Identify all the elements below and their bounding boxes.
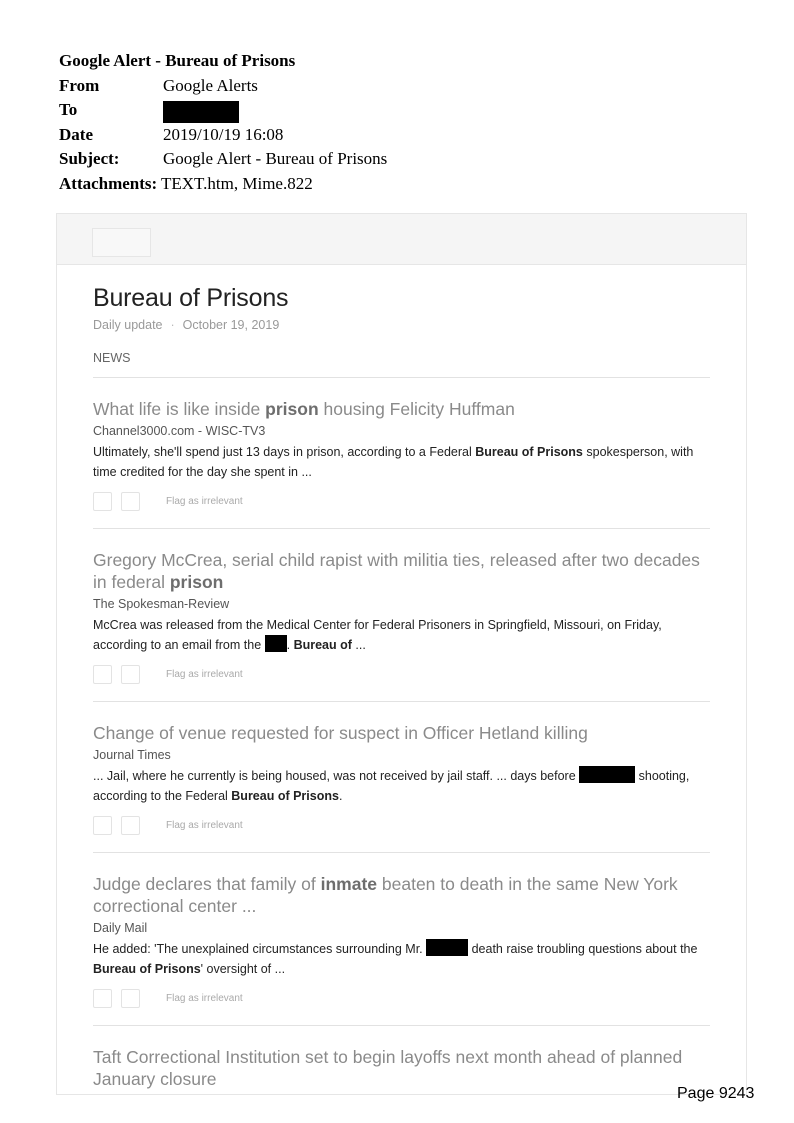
flag-irrelevant-link[interactable]: Flag as irrelevant (166, 992, 243, 1004)
flag-irrelevant-link[interactable]: Flag as irrelevant (166, 495, 243, 507)
redacted-text (426, 939, 468, 956)
news-item-actions (93, 815, 710, 852)
redacted-recipient (163, 101, 239, 123)
alert-frequency: Daily update (93, 318, 163, 332)
subject-value: Google Alert - Bureau of Prisons (163, 149, 388, 169)
share-facebook-icon[interactable] (93, 816, 112, 835)
news-item-title[interactable]: What life is like inside prison housing Felicity Huffman (93, 399, 515, 419)
section-label: NEWS (93, 351, 131, 365)
email-header (59, 49, 387, 197)
news-item (93, 1026, 710, 1090)
from-value: Google Alerts (163, 75, 258, 95)
share-twitter-icon[interactable] (121, 665, 140, 684)
separator-dot: · (170, 318, 175, 332)
flag-irrelevant-link[interactable]: Flag as irrelevant (166, 668, 243, 680)
news-item-actions (93, 491, 710, 528)
news-item-title[interactable]: Judge declares that family of inmate beaten to death in the same New York correctional center ... (93, 874, 678, 916)
alert-title: Bureau of Prisons (93, 284, 289, 312)
share-twitter-icon[interactable] (121, 816, 140, 835)
news-item-title[interactable]: Change of venue requested for suspect in Officer Hetland killing (93, 723, 588, 743)
email-title: Google Alert - Bureau of Prisons (59, 51, 296, 70)
date-value: 2019/10/19 16:08 (163, 124, 284, 144)
date-row (59, 123, 387, 148)
flag-irrelevant-link[interactable]: Flag as irrelevant (166, 819, 243, 831)
attachments-value: TEXT.htm, Mime.822 (161, 173, 313, 193)
google-logo-placeholder[interactable] (92, 228, 151, 257)
to-label: To (59, 100, 78, 120)
share-facebook-icon[interactable] (93, 492, 112, 511)
alert-date: October 19, 2019 (182, 318, 280, 332)
news-item-source: Daily Mail (93, 921, 148, 935)
news-item-title[interactable]: Gregory McCrea, serial child rapist with militia ties, released after two decades in federal prison (93, 550, 700, 592)
card-banner (57, 214, 746, 265)
share-twitter-icon[interactable] (121, 989, 140, 1008)
attachments-label: Attachments: (59, 173, 158, 193)
subject-label: Subject: (59, 149, 120, 169)
redacted-text (265, 635, 287, 652)
news-item-source: Journal Times (93, 748, 171, 762)
news-item (93, 529, 710, 701)
alert-subline (93, 318, 710, 332)
from-label: From (59, 75, 100, 95)
news-item-snippet: He added: 'The unexplained circumstances surrounding Mr. death raise troubling questions about the Bureau of Prisons' oversight of ... (93, 939, 710, 979)
news-item-actions (93, 664, 710, 701)
date-label: Date (59, 124, 93, 144)
page-number: Page 9243 (677, 1085, 755, 1102)
news-item-source: Channel3000.com - WISC-TV3 (93, 424, 266, 438)
news-item-snippet: Ultimately, she'll spend just 13 days in prison, according to a Federal Bureau of Prisons spokesperson, with time credited for the day she spent in ... (93, 445, 694, 479)
to-row (59, 98, 387, 123)
news-item-title[interactable]: Taft Correctional Institution set to begin layoffs next month ahead of planned January closure (93, 1047, 683, 1089)
news-item (93, 702, 710, 852)
alert-content (93, 283, 710, 1090)
subject-row (59, 147, 387, 172)
news-item-snippet: McCrea was released from the Medical Center for Federal Prisoners in Springfield, Missouri, on Friday, according to an email from the . Bureau of ... (93, 618, 662, 652)
share-facebook-icon[interactable] (93, 665, 112, 684)
news-item-snippet: ... Jail, where he currently is being housed, was not received by jail staff. ... days before shooting, according to the Federal Bureau of Prisons. (93, 766, 710, 806)
news-item-actions (93, 988, 710, 1025)
redacted-text (579, 766, 635, 783)
share-twitter-icon[interactable] (121, 492, 140, 511)
attachments-row (59, 172, 387, 197)
share-facebook-icon[interactable] (93, 989, 112, 1008)
alert-card (56, 213, 747, 1095)
news-item-source: The Spokesman-Review (93, 597, 230, 611)
news-item (93, 853, 710, 1025)
news-item (93, 378, 710, 528)
from-row (59, 74, 387, 99)
